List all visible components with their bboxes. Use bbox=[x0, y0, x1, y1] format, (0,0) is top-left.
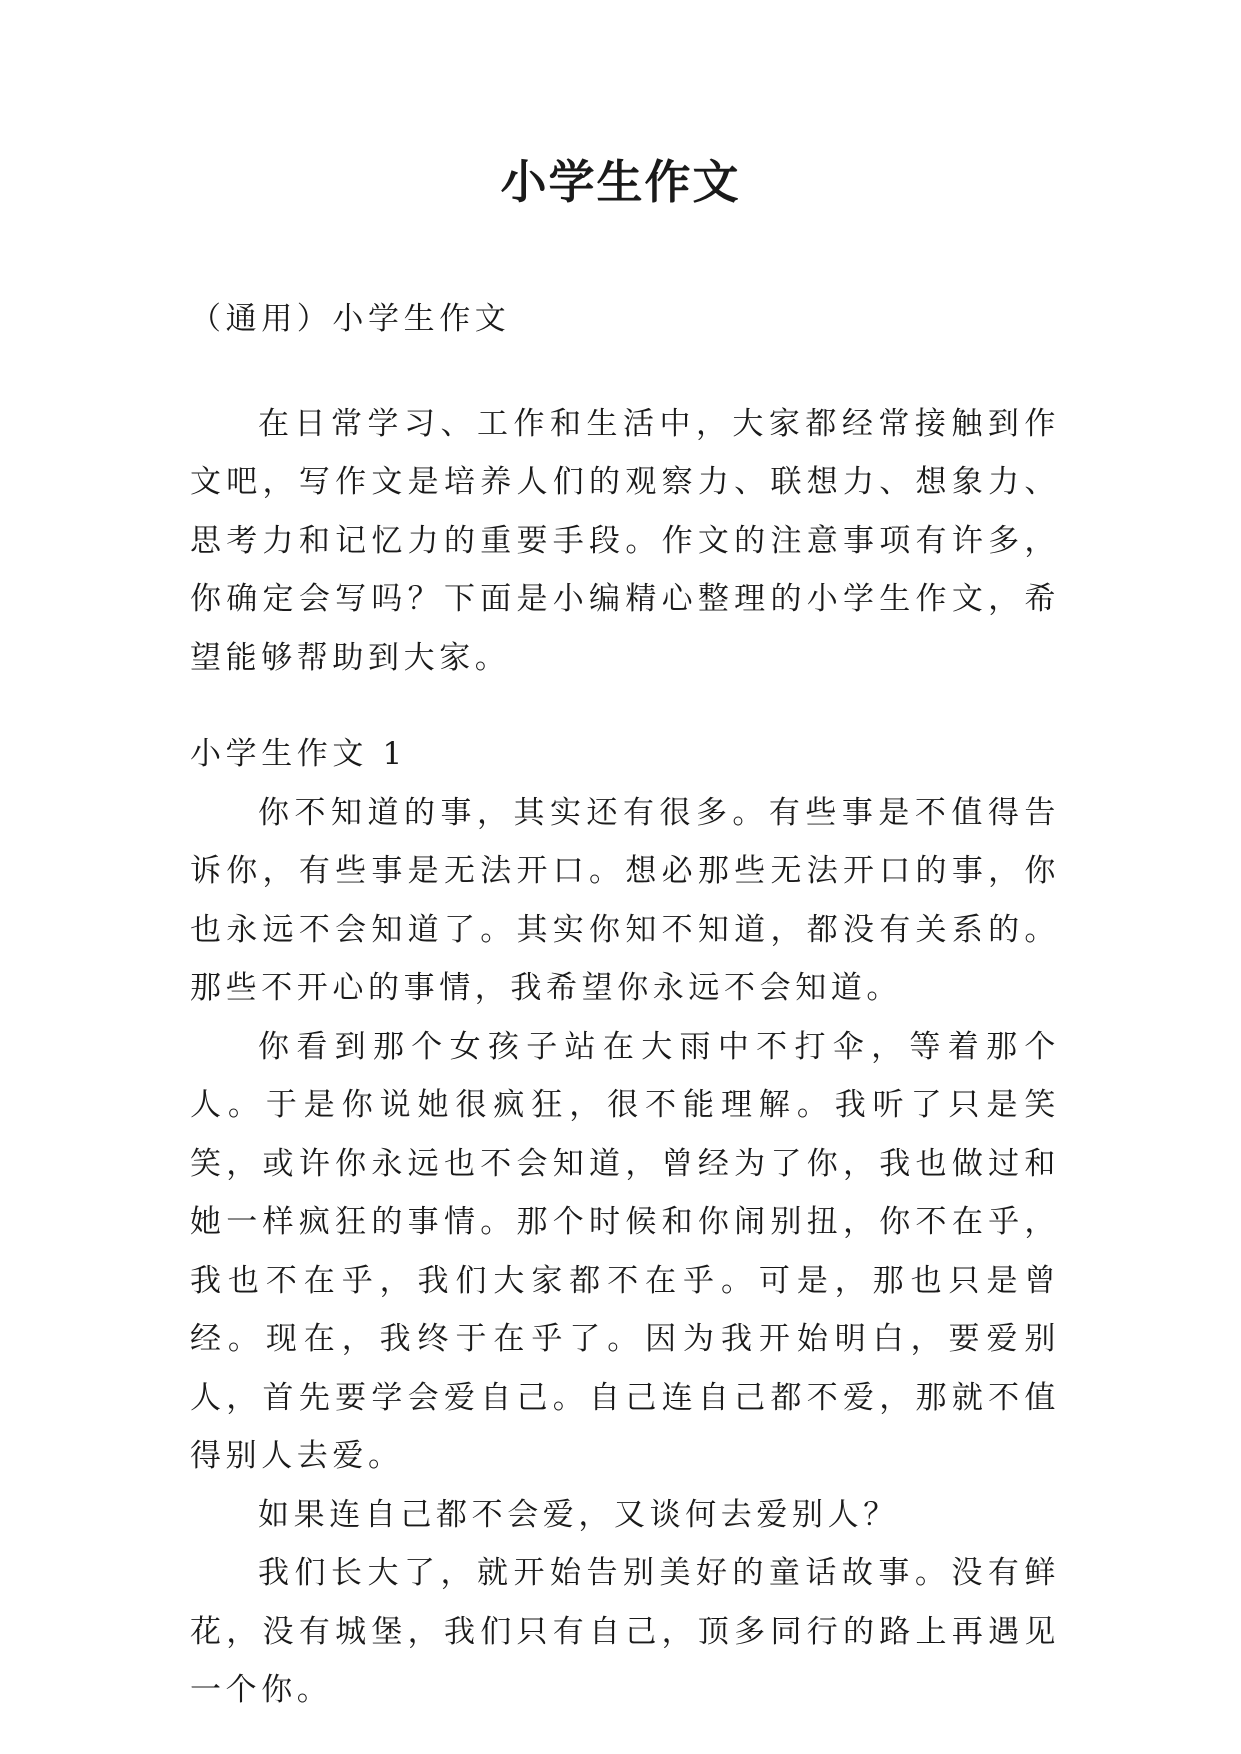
document-subtitle: （通用）小学生作文 bbox=[190, 301, 511, 337]
body-paragraph-4: 我们长大了，就开始告别美好的童话故事。没有鲜花，没有城堡，我们只有自己，顶多同行的路上再遇见一个你。 bbox=[190, 1555, 1060, 1708]
document-body bbox=[190, 290, 1060, 1720]
body-paragraph-1: 你不知道的事，其实还有很多。有些事是不值得告诉你，有些事是无法开口。想必那些无法开口的事，你也永远不会知道了。其实你知不知道，都没有关系的。那些不开心的事情，我希望你永远不会知道。 bbox=[190, 794, 1060, 1006]
body-paragraph-2: 你看到那个女孩子站在大雨中不打伞，等着那个人。于是你说她很疯狂，很不能理解。我听了只是笑笑，或许你永远也不会知道，曾经为了你，我也做过和她一样疯狂的事情。那个时候和你闹别扭，你不在乎，我也不在乎，我们大家都不在乎。可是，那也只是曾经。现在，我终于在乎了。因为我开始明白，要爱别人，首先要学会爱自己。自己连自己都不爱，那就不值得别人去爱。 bbox=[190, 1028, 1060, 1474]
document-title: 小学生作文 bbox=[500, 155, 741, 209]
body-paragraph-3: 如果连自己都不会爱，又谈何去爱别人？ bbox=[258, 1496, 899, 1533]
intro-paragraph: 在日常学习、工作和生活中，大家都经常接触到作文吧，写作文是培养人们的观察力、联想力、想象力、思考力和记忆力的重要手段。作文的注意事项有许多，你确定会写吗？下面是小编精心整理的小学生作文，希望能够帮助到大家。 bbox=[190, 405, 1060, 676]
section-heading: 小学生作文 1 bbox=[190, 736, 407, 772]
